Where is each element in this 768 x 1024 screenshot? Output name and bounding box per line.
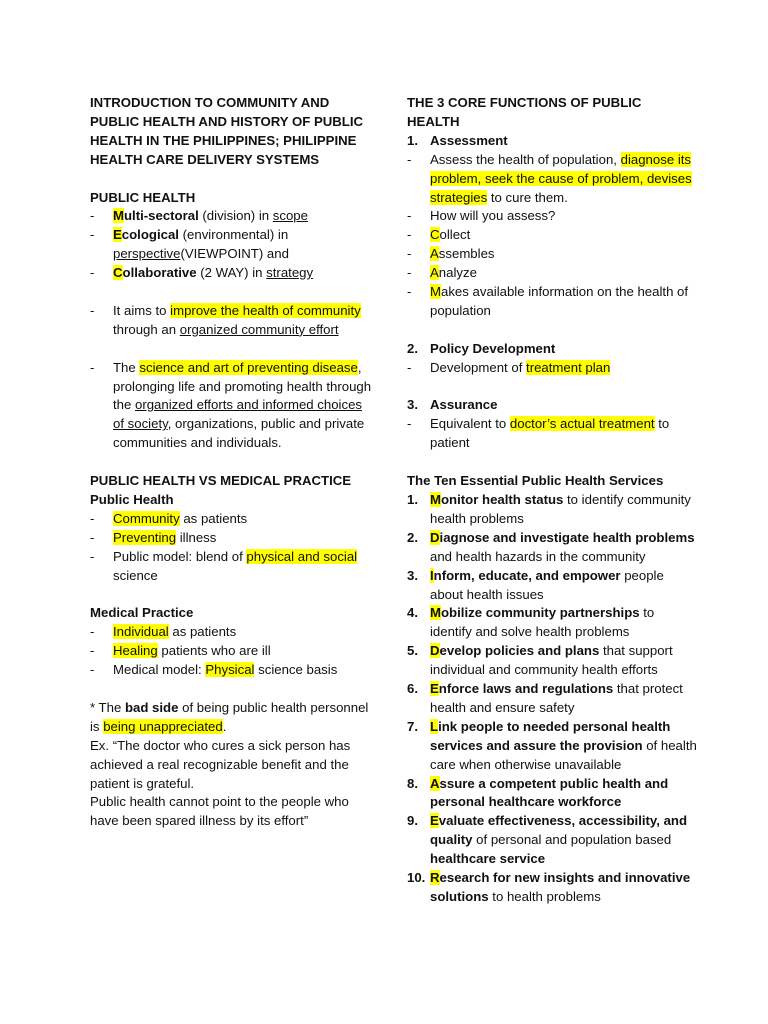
vs-heading: PUBLIC HEALTH VS MEDICAL PRACTICE [90, 473, 352, 489]
list-item: - Makes available information on the health of population [407, 283, 697, 321]
dash-marker: - [407, 227, 412, 243]
list-item: - How will you assess? [407, 207, 697, 226]
core-function-policy: 2. Policy Development [407, 340, 556, 356]
document-title: INTRODUCTION TO COMMUNITY AND PUBLIC HEALTH AND HISTORY OF PUBLIC HEALTH IN THE PHILIPPINES; PHILIPPINE HEALTH CARE DELIVERY SYSTEMS [90, 95, 364, 167]
public-health-subheading: Public Health [90, 491, 174, 507]
initial-letter: L [430, 718, 439, 734]
list-item: - Equivalent to doctor’s actual treatment to patient [407, 415, 697, 453]
service-item: 10. Research for new insights and innovative solutions to health problems [407, 870, 691, 905]
initial-letter: E [430, 813, 439, 829]
dash-marker: - [90, 359, 95, 375]
initial-letter: A [430, 246, 439, 262]
left-column [90, 94, 375, 831]
initial-letter: C [113, 265, 123, 281]
initial-letter: M [113, 208, 124, 224]
list-item: - Analyze [407, 264, 697, 283]
medical-practice-subheading: Medical Practice [90, 605, 194, 621]
mec-item-collaborative: - Collaborative (2 WAY) in strategy [90, 264, 375, 283]
dash-marker: - [407, 208, 412, 224]
initial-letter: I [430, 567, 434, 583]
dash-marker: - [90, 208, 95, 224]
dash-marker: - [407, 265, 412, 281]
core-functions-heading: THE 3 CORE FUNCTIONS OF PUBLIC HEALTH [407, 95, 642, 129]
dash-marker: - [90, 227, 95, 243]
dash-marker: - [90, 662, 95, 678]
ten-services-heading: The Ten Essential Public Health Services [407, 473, 664, 489]
dash-marker: - [90, 548, 95, 564]
initial-letter: D [430, 529, 440, 545]
initial-letter: D [430, 643, 440, 659]
service-item: 7. Link people to needed personal health services and assure the provision of health care when otherwise unavailable [407, 718, 697, 772]
core-function-assessment: 1. Assessment [407, 132, 508, 148]
dash-marker: - [407, 284, 412, 300]
public-health-heading: PUBLIC HEALTH [90, 189, 196, 205]
list-item: - Individual as patients [90, 623, 375, 642]
service-item: 8. Assure a competent public health and personal healthcare workforce [407, 775, 669, 810]
list-item: - Healing patients who are ill [90, 642, 375, 661]
list-item: - Community as patients [90, 510, 375, 529]
dash-marker: - [90, 529, 95, 545]
initial-letter: A [430, 265, 439, 281]
dash-marker: - [90, 624, 95, 640]
initial-letter: M [430, 284, 441, 300]
initial-letter: R [430, 870, 440, 886]
dash-marker: - [407, 359, 412, 375]
list-item: - Public model: blend of physical and social science [90, 548, 375, 586]
list-item: - Medical model: Physical science basis [90, 661, 375, 680]
mec-item-ecological: - Ecological (environmental) in perspective(VIEWPOINT) and [90, 226, 375, 264]
initial-letter: E [113, 227, 122, 243]
initial-letter: M [430, 605, 441, 621]
aims-item: - It aims to improve the health of community through an organized community effort [90, 302, 375, 340]
dash-marker: - [90, 265, 95, 281]
service-item: 1. Monitor health status to identify community health problems [407, 491, 691, 526]
service-item: 2. Diagnose and investigate health problems and health hazards in the community [407, 529, 695, 564]
quote-paragraph-1: Ex. “The doctor who cures a sick person has achieved a real recognizable benefit and the patient is grateful. [90, 737, 351, 791]
initial-letter: A [430, 775, 440, 791]
list-item: - Assess the health of population, diagnose its problem, seek the cause of problem, devises strategies to cure them. [407, 151, 697, 208]
right-column [407, 94, 697, 907]
initial-letter: E [430, 681, 439, 697]
dash-marker: - [407, 151, 412, 167]
dash-marker: - [90, 643, 95, 659]
list-item: - Development of treatment plan [407, 359, 697, 378]
dash-marker: - [407, 416, 412, 432]
core-function-assurance: 3. Assurance [407, 397, 498, 413]
initial-letter: C [430, 227, 440, 243]
list-item: - Assembles [407, 245, 697, 264]
mec-item-multisectoral: - Multi-sectoral (division) in scope [90, 207, 375, 226]
science-item: - The science and art of preventing disease, prolonging life and promoting health through the organized efforts and informed choices of society, organizations, public and private communities and individuals. [90, 359, 375, 454]
service-item: 5. Develop policies and plans that support individual and community health efforts [407, 643, 673, 678]
dash-marker: - [90, 510, 95, 526]
initial-letter: M [430, 491, 441, 507]
dash-marker: - [90, 302, 95, 318]
service-item: 4. Mobilize community partnerships to identify and solve health problems [407, 605, 655, 640]
bad-side-note: * The bad side of being public health personnel is being unappreciated. [90, 699, 369, 734]
service-item: 9. Evaluate effectiveness, accessibility, and quality of personal and population based healthcare service [407, 813, 688, 867]
list-item: - Collect [407, 226, 697, 245]
quote-paragraph-2: Public health cannot point to the people who have been spared illness by its effort” [90, 794, 349, 829]
service-item: 6. Enforce laws and regulations that protect health and ensure safety [407, 681, 683, 715]
list-item: - Preventing illness [90, 529, 375, 548]
dash-marker: - [407, 246, 412, 262]
service-item: 3. Inform, educate, and empower people about health issues [407, 567, 664, 602]
